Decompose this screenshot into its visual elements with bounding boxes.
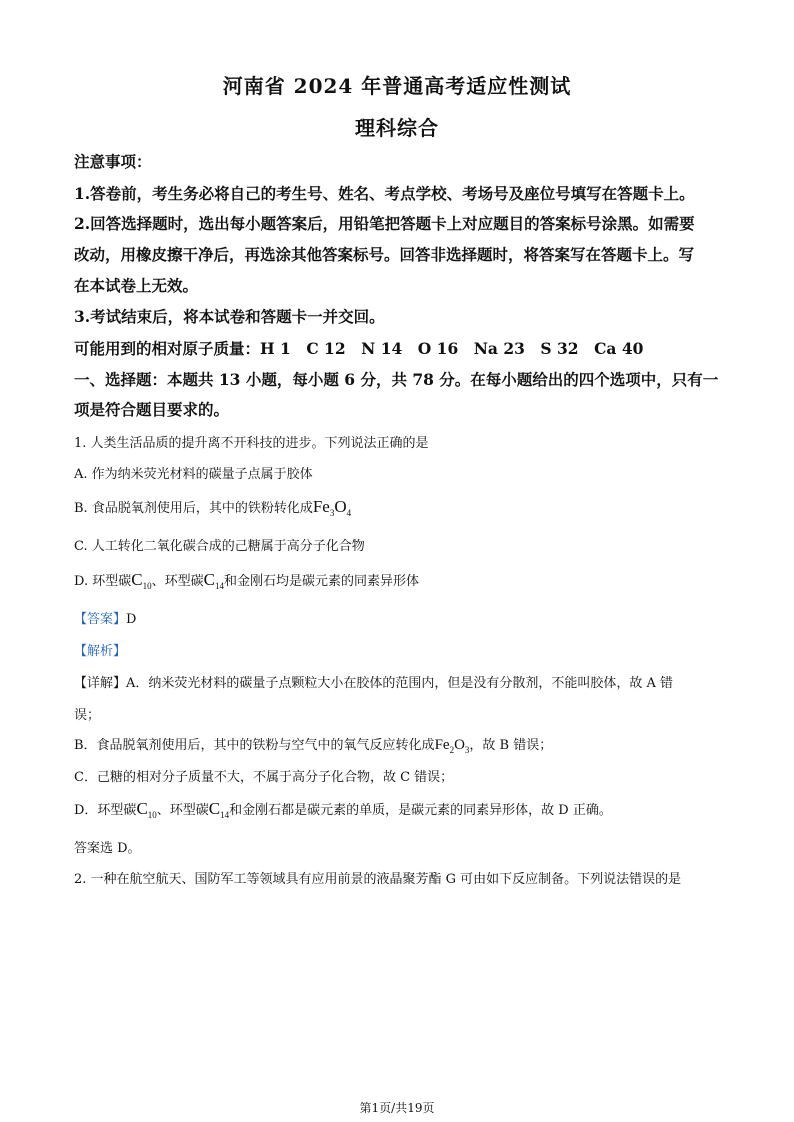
q1-option-a: A. 作为纳米荧光材料的碳量子点属于胶体	[74, 467, 313, 482]
page-footer: 第1页/共19页	[359, 1101, 435, 1115]
notice-item-1: 1.答卷前，考生务必将自己的考生号、姓名、考点学校、考场号及座位号填写在答题卡上。	[74, 184, 695, 203]
detail-b	[74, 734, 552, 755]
section-1-heading-line-2: 项是符合题目要求的。	[74, 400, 230, 419]
detail-b-pre: B．食品脱氧剂使用后，其中的铁粉与空气中的氧气反应转化成	[74, 738, 435, 753]
fe2o3-formula: $Fe_2O_3$	[434, 737, 470, 755]
detail-a-line-1	[74, 672, 673, 691]
notice-heading: 注意事项：	[74, 152, 152, 171]
atomic-mass-line: 可能用到的相对原子质量：H 1 C 12 N 14 O 16 Na 23 S 32 Ca 40	[74, 339, 644, 358]
analysis-label: 【解析】	[74, 644, 127, 659]
detail-c10-formula: $C_{10}$	[136, 799, 157, 820]
detail-d-post: 和金刚石都是碳元素的单质，是碳元素的同素异形体，故 D 正确。	[229, 803, 612, 818]
notice-item-2-line-2: 改动，用橡皮擦干净后，再选涂其他答案标号。回答非选择题时，将答案写在答题卡上。写	[74, 245, 695, 264]
notice-item-2-line-3: 在本试卷上无效。	[74, 276, 199, 295]
detail-a-line-2: 误；	[74, 708, 101, 723]
answer-value: D	[126, 612, 137, 627]
q1-conclusion: 答案选 D。	[74, 841, 141, 856]
detail-d-mid: 、环型碳	[156, 803, 209, 818]
q1-option-b-text: B. 食品脱氧剂使用后，其中的铁粉转化成	[74, 501, 313, 516]
detail-c14-formula: $C_{14}$	[208, 799, 230, 820]
detail-a-text: A．纳米荧光材料的碳量子点颗粒大小在胶体的范围内，但是没有分散剂，不能叫胶体，故 A 错	[126, 676, 674, 691]
q1-option-d-post: 和金刚石均是碳元素的同素异形体	[223, 574, 419, 589]
c14-formula: $C_{14}$	[203, 570, 224, 591]
q1-stem: 1. 人类生活品质的提升离不开科技的进步。下列说法正确的是	[74, 436, 429, 451]
q1-option-b	[74, 497, 351, 518]
exam-title: 河南省 2024 年普通高考适应性测试	[222, 74, 572, 98]
section-1-heading-line-1: 一、选择题：本题共 13 小题，每小题 6 分，共 78 分。在每小题给出的四个选项中，只有一	[74, 370, 719, 389]
detail-b-post: ，故 B 错误；	[469, 738, 553, 753]
notice-item-2-line-1: 2.回答选择题时，选出每小题答案后，用铅笔把答题卡上对应题目的答案标号涂黑。如需要	[74, 214, 695, 233]
q1-option-d	[74, 570, 419, 591]
detail-c: C．己糖的相对分子质量不大，不属于高分子化合物，故 C 错误；	[74, 770, 454, 785]
q1-option-d-mid: 、环型碳	[151, 574, 204, 589]
q1-answer	[74, 608, 136, 627]
c10-formula: $C_{10}$	[131, 570, 152, 591]
detail-label: 【详解】	[74, 676, 127, 691]
answer-label: 【答案】	[74, 612, 127, 627]
fe3o4-formula: $Fe_3O_4$	[312, 497, 352, 518]
q1-option-c: C. 人工转化二氧化碳合成的己糖属于高分子化合物	[74, 539, 365, 554]
q1-option-d-pre: D. 环型碳	[74, 574, 132, 589]
notice-item-3: 3.考试结束后，将本试卷和答题卡一并交回。	[74, 307, 385, 326]
q2-stem: 2. 一种在航空航天、国防军工等领域具有应用前景的液晶聚芳酯 G 可由如下反应制备。下列说法错误的是	[74, 872, 682, 887]
exam-subtitle: 理科综合	[355, 116, 439, 140]
detail-d	[74, 799, 612, 820]
detail-d-pre: D．环型碳	[74, 803, 137, 818]
